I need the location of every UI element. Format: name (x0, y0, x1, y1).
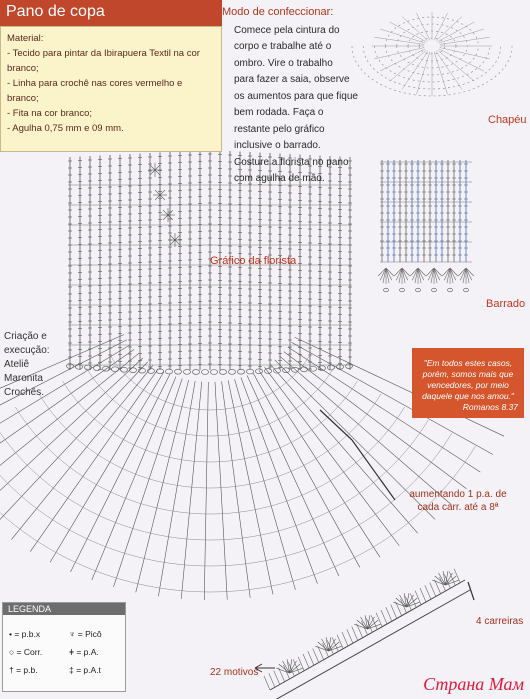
material-item: - Fita na cor branco; (7, 108, 93, 119)
double-crochet-icon: ǂ (69, 647, 74, 657)
instructions-line: Comece pela cintura do (234, 24, 340, 36)
legend-label: = Corr. (16, 647, 43, 657)
instructions-line: bem rodada. Faça o (234, 107, 324, 118)
instructions-line: para fazer a saia, observe (234, 74, 350, 85)
credits-line: Ateliê (4, 359, 30, 370)
credits-line: Criação e (4, 331, 47, 342)
instructions-line: Costure a florista no pano (234, 156, 349, 168)
materials-heading: Material: (7, 33, 44, 44)
credits-line: Crochês. (4, 387, 45, 398)
material-item: - Agulha 0,75 mm e 09 mm. (7, 123, 124, 134)
page-title: Pano de copa (6, 3, 105, 20)
legend-item (69, 647, 99, 657)
legend-item (9, 665, 38, 675)
rows-label: 4 carreiras (476, 616, 524, 627)
single-crochet-icon: † (9, 665, 14, 675)
increase-note-line: aumentando 1 p.a. de (409, 489, 507, 500)
credits-line: execução: (4, 345, 50, 356)
legend-label: = p.b.x (14, 629, 41, 639)
label-grafico: Gráfico da florista (210, 255, 297, 267)
picot-icon: ♆ (69, 629, 76, 639)
instructions (222, 4, 372, 188)
legend (2, 602, 126, 692)
material-item: - Tecido para pintar da Ibirapuera Textil na cor branco; (7, 48, 200, 74)
legend-label: = Picô (77, 629, 102, 639)
credits (4, 330, 84, 400)
legend-label: = p.A.t (76, 665, 101, 675)
instructions-line: os aumentos para que fique (234, 90, 358, 102)
quote-reference: Romanos 8.37 (462, 402, 518, 412)
legend-item (9, 629, 40, 639)
instructions-heading: Modo de confeccionar: (222, 6, 334, 18)
title-bar (0, 0, 222, 26)
motifs-label: 22 motivos (210, 667, 259, 678)
instructions-line: restante pelo gráfico (234, 123, 325, 135)
credits-line: Maronita (4, 373, 43, 384)
label-chapeu: Chapéu (488, 114, 527, 126)
legend-item (9, 647, 42, 657)
instructions-line: ombro. Vire o trabalho (234, 57, 333, 69)
label-barrado: Barrado (486, 298, 526, 310)
legend-item (69, 629, 102, 639)
material-item: - Linha para crochê nas cores vermelho e branco; (7, 78, 183, 104)
stitch-icon: • (9, 629, 12, 639)
instructions-line: inclusive o barrado. (234, 140, 321, 151)
increase-note-line: cada carr. até a 8ª (417, 502, 499, 513)
instructions-line: corpo e trabalhe até o (234, 41, 332, 52)
watermark: Страна Мам (423, 674, 524, 694)
increase-note (402, 488, 514, 514)
legend-item (69, 665, 101, 675)
quote-box (412, 348, 524, 418)
treble-crochet-icon: ‡ (69, 665, 74, 675)
legend-label: = p.b. (16, 665, 38, 675)
materials-box (0, 26, 222, 152)
chain-icon: ○ (9, 647, 15, 657)
instructions-line: com agulha de mão. (234, 173, 325, 184)
quote-text: "Em todos estes casos, porém, somos mais que vencedores, por meio daquele que nos amou." (422, 358, 514, 401)
legend-label: = p.A. (76, 647, 99, 657)
legend-heading: LEGENDA (3, 603, 125, 615)
